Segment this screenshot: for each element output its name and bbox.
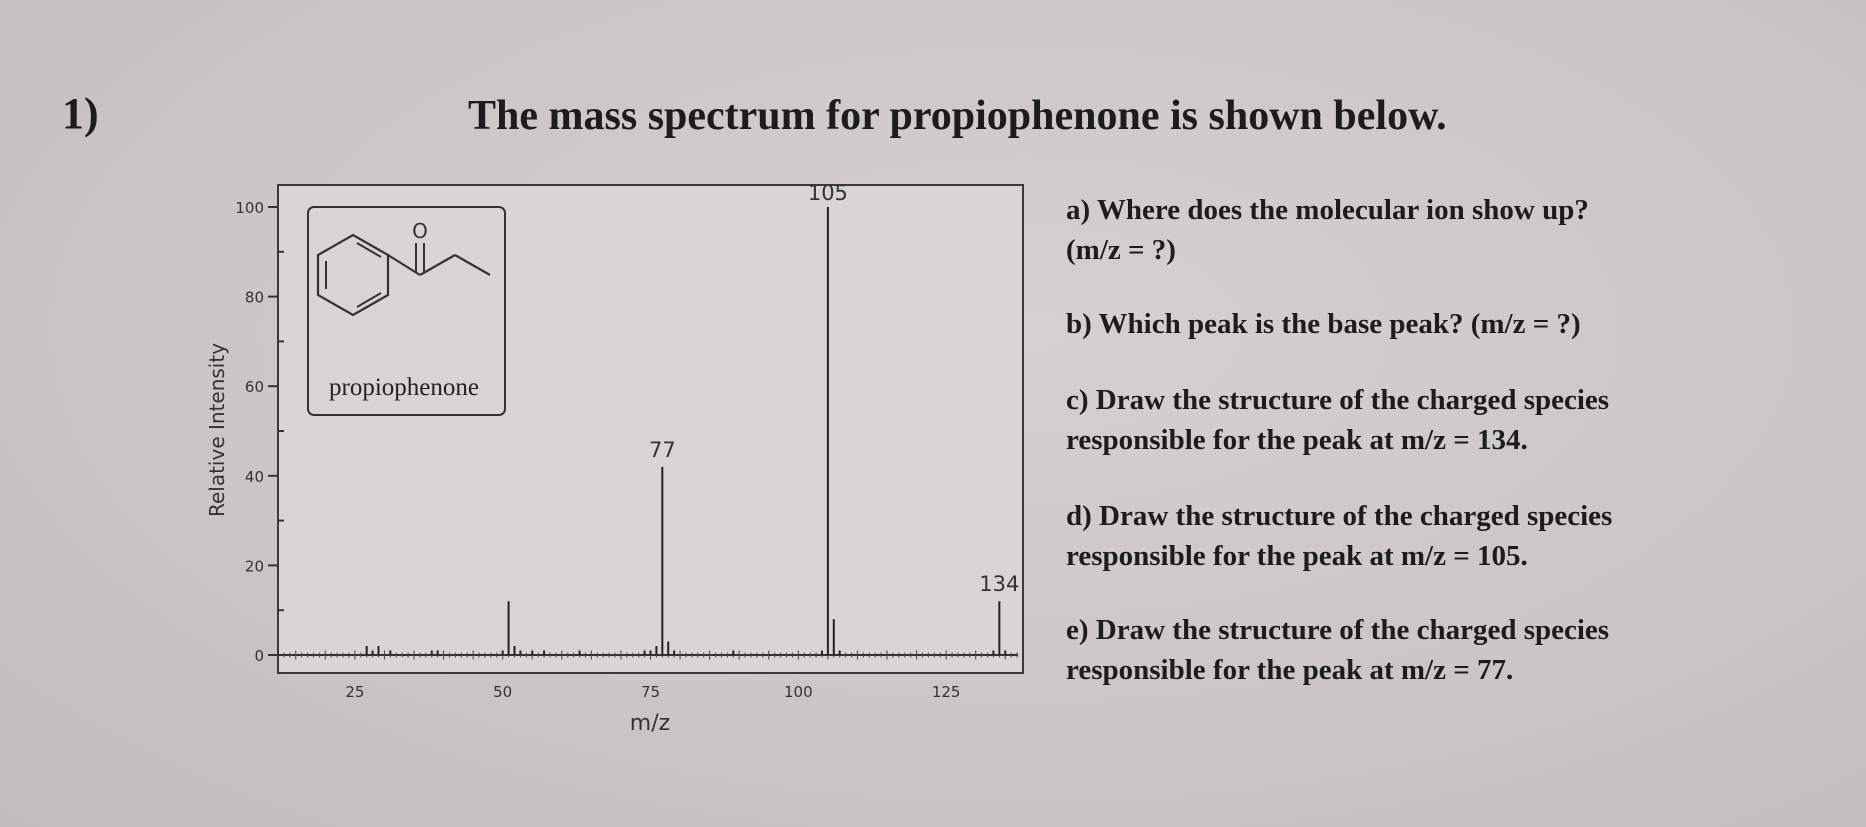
x-tick-label: 100 (783, 683, 813, 701)
question-e (1066, 610, 1609, 690)
x-tick-label: 125 (931, 683, 961, 701)
x-tick-label: 75 (640, 683, 661, 701)
y-tick-label: 80 (244, 288, 264, 307)
x-axis-title: m/z (629, 711, 671, 736)
y-axis-ticks (235, 199, 284, 665)
peak-label: 134 (979, 572, 1020, 597)
question-e-line1: e) Draw the structure of the charged species (1066, 614, 1610, 646)
question-a-line1: a) Where does the molecular ion show up? (1066, 194, 1589, 226)
page-heading: The mass spectrum for propiophenone is shown below. (468, 93, 1447, 139)
peak-label: 105 (807, 181, 848, 205)
question-d-line2: responsible for the peak at m/z = 105. (1066, 540, 1528, 572)
question-c-line1: c) Draw the structure of the charged species (1066, 384, 1610, 416)
y-tick-label: 0 (254, 647, 264, 665)
x-axis-ticks (345, 683, 960, 701)
question-e-line2: responsible for the peak at m/z = 77. (1066, 654, 1514, 686)
x-tick-label: 50 (493, 683, 513, 701)
molecule-name: propiophenone (329, 374, 479, 401)
question-d (1066, 496, 1612, 576)
question-b-line1: b) Which peak is the base peak? (m/z = ?) (1066, 308, 1581, 340)
question-a (1066, 190, 1589, 270)
y-tick-label: 40 (244, 467, 264, 486)
y-tick-label: 20 (244, 557, 264, 576)
question-c (1066, 380, 1609, 460)
question-c-line2: responsible for the peak at m/z = 134. (1066, 424, 1528, 456)
y-tick-label: 60 (244, 378, 264, 397)
question-number: 1) (62, 89, 99, 138)
question-a-line2: (m/z = ?) (1066, 234, 1176, 266)
y-axis-title: Relative Intensity (205, 342, 229, 518)
plot-frame (278, 185, 1023, 673)
y-tick-label: 100 (235, 199, 264, 217)
x-tick-label: 25 (345, 683, 365, 701)
oxygen-label: O (412, 219, 428, 243)
question-d-line1: d) Draw the structure of the charged species (1066, 500, 1613, 532)
peak-label: 77 (648, 437, 676, 462)
question-b (1066, 304, 1581, 344)
